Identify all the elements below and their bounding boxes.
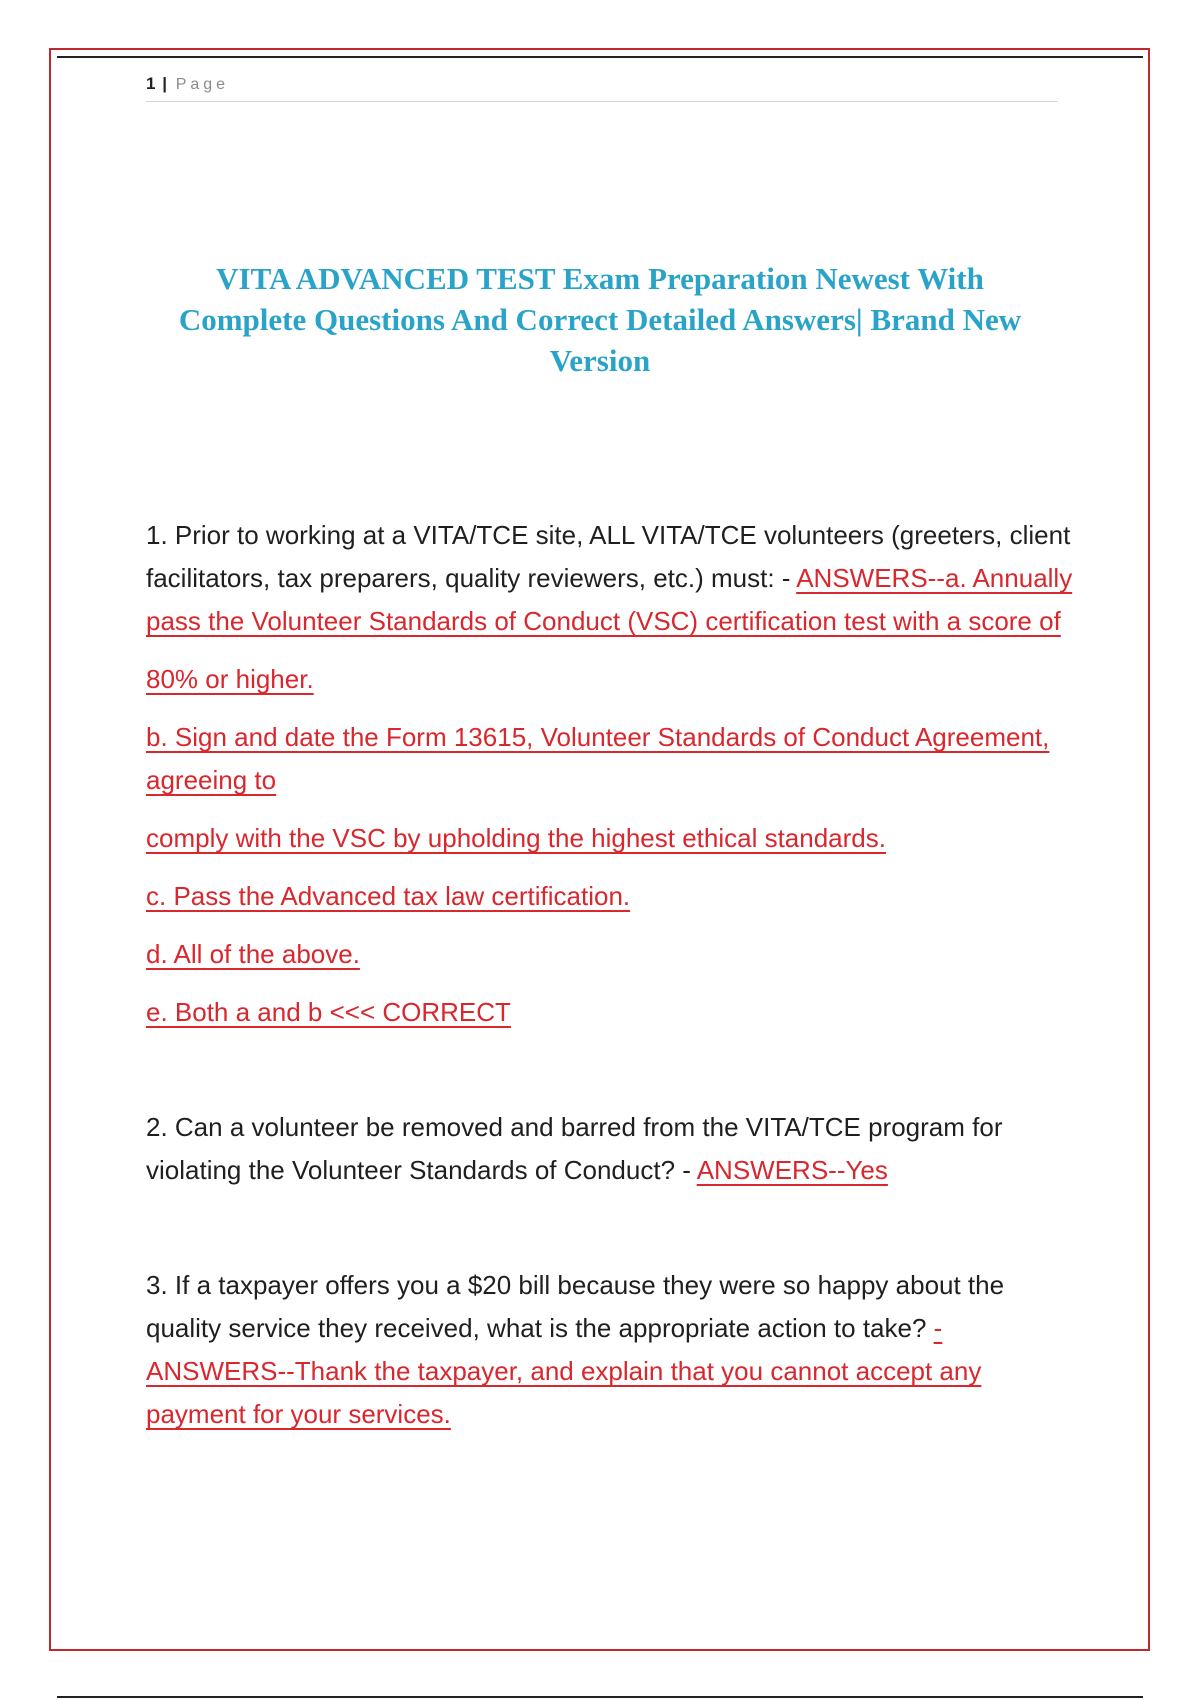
question-1 [146, 514, 1086, 643]
question-3-answer: - ANSWERS--Thank the taxpayer, and explain that you cannot accept any payment for your services. [146, 1313, 982, 1429]
question-1-option-4 [146, 875, 1086, 918]
header-separator: | [162, 74, 167, 93]
title-line-2: Complete Questions And Correct Detailed Answers| Brand New [178, 302, 1022, 337]
option-text: b. Sign and date the Form 13615, Volunteer Standards of Conduct Agreement, agreeing to [146, 722, 1050, 795]
question-1-answer: ANSWERS--a. Annually pass the Volunteer Standards of Conduct (VSC) certification test with a score of [146, 563, 1073, 636]
bottom-rule [57, 1696, 1143, 1698]
option-text: c. Pass the Advanced tax law certification. [146, 881, 631, 911]
option-text: 80% or higher. [146, 664, 314, 694]
page-number: 1 [146, 74, 156, 93]
title-line-1: VITA ADVANCED TEST Exam Preparation Newest With [216, 261, 984, 296]
page-label: Page [175, 76, 230, 93]
top-rule [57, 56, 1143, 58]
question-2-answer: ANSWERS--Yes [696, 1155, 888, 1185]
question-3-text: 3. If a taxpayer offers you a $20 bill because they were so happy about the quality service they received, what is the appropriate action to take? [146, 1270, 1005, 1343]
question-2 [146, 1106, 1086, 1192]
option-text: comply with the VSC by upholding the highest ethical standards. [146, 823, 886, 853]
question-1-option-1 [146, 658, 1086, 701]
option-text: d. All of the above. [146, 939, 360, 969]
question-1-option-6 [146, 991, 1086, 1034]
page-header [146, 70, 1058, 102]
question-2-text: 2. Can a volunteer be removed and barred from the VITA/TCE program for violating the Volunteer Standards of Conduct? - [146, 1112, 1003, 1185]
document-title [100, 258, 1100, 381]
question-1-option-2 [146, 716, 1086, 802]
option-text: e. Both a and b <<< CORRECT [146, 997, 511, 1027]
question-1-text: 1. Prior to working at a VITA/TCE site, ALL VITA/TCE volunteers (greeters, client facilitators, tax preparers, quality reviewers, etc.) must: - [146, 520, 1071, 593]
question-1-option-3 [146, 817, 1086, 860]
question-3 [146, 1264, 1086, 1436]
question-1-option-5 [146, 933, 1086, 976]
title-line-3: Version [549, 343, 651, 378]
questions-content [146, 514, 1086, 1436]
